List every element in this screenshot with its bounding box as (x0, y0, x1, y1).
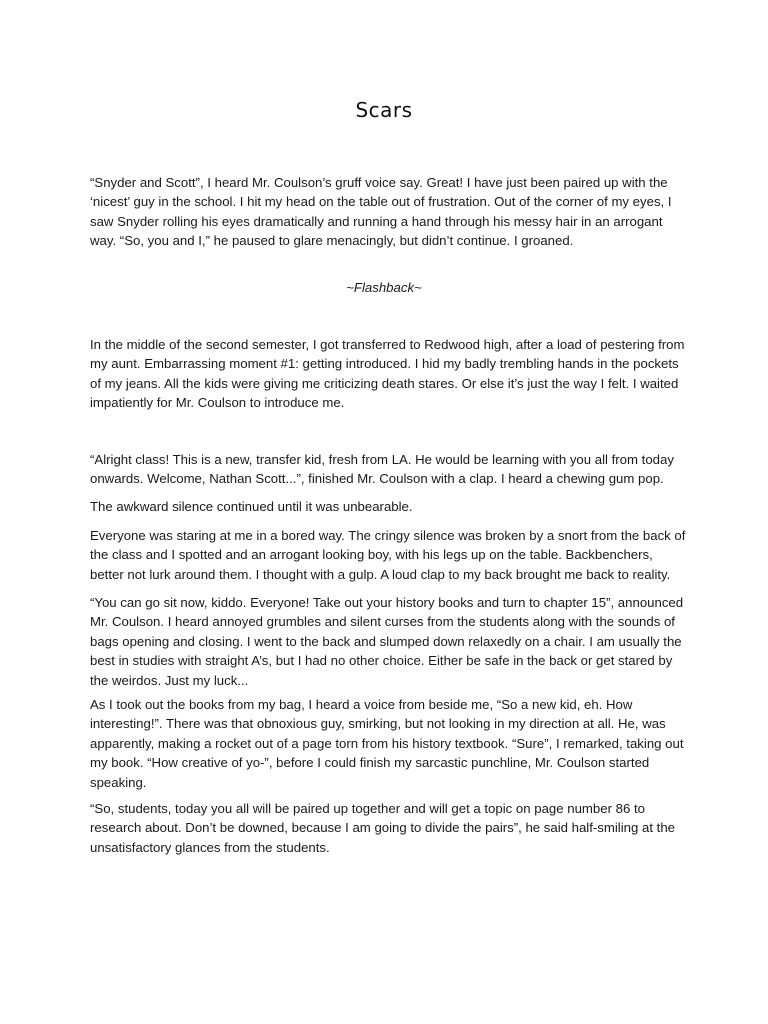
paragraph-7: As I took out the books from my bag, I heard a voice from beside me, “So a new kid, eh. How interesting!”. There was that obnoxious guy, smirking, but not looking in my direction at all. He, was apparently, making a rocket out of a page torn from his history textbook. “Sure”, I remarked, taking out my book. “How creative of yo-”, before I could finish my sarcastic punchline, Mr. Coulson started speaking. (90, 697, 684, 790)
paragraph-8: “So, students, today you all will be paired up together and will get a topic on page number 86 to research about. Don’t be downed, because I am going to divide the pairs”, he said half-smiling at the unsatisfactory glances from the students. (90, 801, 675, 855)
paragraph-1: “Snyder and Scott”, I heard Mr. Coulson’s gruff voice say. Great! I have just been paired up with the ‘nicest’ guy in the school. I hit my head on the table out of frustration. Out of the corner of my eyes, I saw Snyder rolling his eyes dramatically and running a hand through his messy hair in an arrogant way. “So, you and I,” he paused to glare menacingly, but didn’t continue. I groaned. (90, 175, 672, 249)
paragraph-6: “You can go sit now, kiddo. Everyone! Take out your history books and turn to chapter 15”, announced Mr. Coulson. I heard annoyed grumbles and silent curses from the students along with the sounds of bags opening and closing. I went to the back and slumped down relaxedly on a chair. I am usually the best in studies with straight A’s, but I had no other choice. Either be safe in the back or get stared by the weirdos. Just my luck... (90, 595, 684, 688)
paragraph-4: The awkward silence continued until it was unbearable. (90, 499, 413, 514)
flashback-marker: ~Flashback~ (346, 280, 422, 295)
paragraph-3: “Alright class! This is a new, transfer kid, fresh from LA. He would be learning with you all from today onwards. Welcome, Nathan Scott...”, finished Mr. Coulson with a clap. I heard a chewing gum pop. (90, 452, 674, 487)
paragraph-2: In the middle of the second semester, I got transferred to Redwood high, after a load of pestering from my aunt. Embarrassing moment #1: getting introduced. I hid my badly trembling hands in the pockets of my jeans. All the kids were giving me criticizing death stares. Or else it’s just the way I felt. I waited impatiently for Mr. Coulson to introduce me. (90, 337, 685, 411)
document-title: Scars (355, 98, 413, 122)
paragraph-5: Everyone was staring at me in a bored way. The cringy silence was broken by a snort from the back of the class and I spotted and an arrogant looking boy, with his legs up on the table. Backbenchers, better not lurk around them. I thought with a gulp. A loud clap to my back brought me back to reality. (90, 528, 686, 582)
